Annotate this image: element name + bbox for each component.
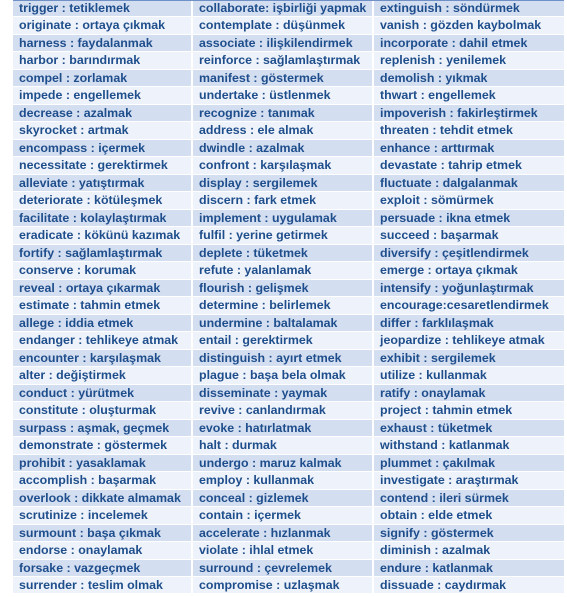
table-row xyxy=(13,507,564,524)
vocab-entry: alter : değiştirmek xyxy=(13,367,193,383)
vocab-entry: employ : kullanmak xyxy=(193,472,374,488)
vocab-entry: enhance : arttırmak xyxy=(380,140,495,155)
vocab-entry: dwindle : azalmak xyxy=(193,140,374,156)
table-row xyxy=(13,17,564,34)
vocab-entry: deplete : tüketmek xyxy=(193,245,374,261)
vocab-entry: intensify : yoğunlaştırmak xyxy=(380,280,534,295)
vocab-entry: contend : ileri sürmek xyxy=(380,490,509,505)
vocab-entry: manifest : göstermek xyxy=(193,70,374,86)
vocab-entry: diversify : çeşitlendirmek xyxy=(380,245,529,260)
vocab-entry: associate : ilişkilendirmek xyxy=(193,35,374,51)
vocab-entry: endorse : onaylamak xyxy=(13,542,193,558)
vocab-entry: diminish : azalmak xyxy=(380,543,491,558)
table-row xyxy=(13,437,564,454)
table-row xyxy=(13,542,564,559)
vocab-entry: fulfil : yerine getirmek xyxy=(193,227,374,243)
table-row xyxy=(13,350,564,367)
vocab-entry: exhibit : sergilemek xyxy=(380,350,496,365)
table-body xyxy=(13,0,564,594)
vocab-entry: refute : yalanlamak xyxy=(193,262,374,278)
vocab-entry: scrutinize : incelemek xyxy=(13,507,193,523)
vocab-entry: collaborate: işbirliği yapmak xyxy=(193,0,374,16)
vocab-entry: obtain : elde etmek xyxy=(380,508,493,523)
vocab-entry: endure : katlanmak xyxy=(380,560,493,575)
vocab-entry: implement : uygulamak xyxy=(193,210,374,226)
table-row xyxy=(13,245,564,262)
vocab-entry: estimate : tahmin etmek xyxy=(13,297,193,313)
table-row xyxy=(13,472,564,489)
vocab-entry: contemplate : düşünmek xyxy=(193,17,374,33)
table-row xyxy=(13,105,564,122)
vocab-entry: ratify : onaylamak xyxy=(380,385,486,400)
vocab-entry: overlook : dikkate almamak xyxy=(13,490,193,506)
vocab-entry: determine : belirlemek xyxy=(193,297,374,313)
table-row xyxy=(13,315,564,332)
vocab-entry: encourage:cesaretlendirmek xyxy=(380,298,549,313)
vocab-entry: harness : faydalanmak xyxy=(13,35,193,51)
vocab-entry: disseminate : yaymak xyxy=(193,385,374,401)
vocab-entry: accomplish : başarmak xyxy=(13,472,193,488)
table-row xyxy=(13,332,564,349)
vocab-entry: alleviate : yatıştırmak xyxy=(13,175,193,191)
vocab-entry: necessitate : gerektirmek xyxy=(13,157,193,173)
vocab-entry: dissuade : caydırmak xyxy=(380,577,507,592)
vocab-entry: plague : başa bela olmak xyxy=(193,367,374,383)
vocab-entry: display : sergilemek xyxy=(193,175,374,191)
table-row xyxy=(13,525,564,542)
vocab-entry: fortify : sağlamlaştırmak xyxy=(13,245,193,261)
vocab-entry: flourish : gelişmek xyxy=(193,280,374,296)
vocab-entry: discern : fark etmek xyxy=(193,192,374,208)
table-row xyxy=(13,122,564,139)
vocab-entry: fluctuate : dalgalanmak xyxy=(380,175,518,190)
vocab-entry: distinguish : ayırt etmek xyxy=(193,350,374,366)
vocab-entry: conduct : yürütmek xyxy=(13,385,193,401)
vocab-entry: investigate : araştırmak xyxy=(380,473,519,488)
table-row xyxy=(13,455,564,472)
vocab-entry: originate : ortaya çıkmak xyxy=(13,17,193,33)
vocab-entry: compel : zorlamak xyxy=(13,70,193,86)
table-row xyxy=(13,367,564,384)
table-row xyxy=(13,402,564,419)
vocab-entry: persuade : ikna etmek xyxy=(380,210,511,225)
vocab-entry: surround : çevrelemek xyxy=(193,560,374,576)
vocab-entry: demolish : yıkmak xyxy=(380,70,488,85)
vocab-entry: surmount : başa çıkmak xyxy=(13,525,193,541)
vocab-entry: emerge : ortaya çıkmak xyxy=(380,263,518,278)
vocab-entry: prohibit : yasaklamak xyxy=(13,455,193,471)
table-row xyxy=(13,420,564,437)
vocab-entry: halt : durmak xyxy=(193,437,374,453)
vocab-entry: encompass : içermek xyxy=(13,140,193,156)
vocab-entry: signify : göstermek xyxy=(380,525,494,540)
table-row xyxy=(13,560,564,577)
vocab-entry: eradicate : kökünü kazımak xyxy=(13,227,193,243)
vocab-entry: constitute : oluşturmak xyxy=(13,402,193,418)
vocab-entry: impoverish : fakirleştirmek xyxy=(380,105,538,120)
table-row xyxy=(13,280,564,297)
vocab-entry: undermine : baltalamak xyxy=(193,315,374,331)
vocab-entry: surrender : teslim olmak xyxy=(13,577,193,593)
vocab-entry: undergo : maruz kalmak xyxy=(193,455,374,471)
vocab-entry: impede : engellemek xyxy=(13,87,193,103)
vocabulary-table xyxy=(13,0,564,597)
table-top-border xyxy=(13,0,564,1)
table-row xyxy=(13,262,564,279)
vocab-entry: reveal : ortaya çıkarmak xyxy=(13,280,193,296)
table-row xyxy=(13,87,564,104)
table-row xyxy=(13,577,564,594)
vocab-entry: extinguish : söndürmek xyxy=(380,1,520,15)
vocab-entry: utilize : kullanmak xyxy=(380,368,487,383)
vocab-entry: plummet : çakılmak xyxy=(380,455,496,470)
vocab-entry: reinforce : sağlamlaştırmak xyxy=(193,52,374,68)
vocab-entry: withstand : katlanmak xyxy=(380,438,510,453)
vocab-entry: harbor : barındırmak xyxy=(13,52,193,68)
table-row xyxy=(13,140,564,157)
vocab-entry: revive : canlandırmak xyxy=(193,402,374,418)
vocab-entry: violate : ihlal etmek xyxy=(193,542,374,558)
vocab-entry: entail : gerektirmek xyxy=(193,332,374,348)
table-row xyxy=(13,227,564,244)
table-row xyxy=(13,157,564,174)
table-row xyxy=(13,52,564,69)
table-row xyxy=(13,70,564,87)
vocab-entry: differ : farklılaşmak xyxy=(380,315,494,330)
table-row xyxy=(13,192,564,209)
vocab-entry: succeed : başarmak xyxy=(380,228,499,243)
table-row xyxy=(13,0,564,17)
vocab-entry: conserve : korumak xyxy=(13,262,193,278)
vocab-entry: threaten : tehdit etmek xyxy=(380,123,513,138)
vocab-entry: trigger : tetiklemek xyxy=(13,0,193,16)
vocab-entry: decrease : azalmak xyxy=(13,105,193,121)
vocab-entry: undertake : üstlenmek xyxy=(193,87,374,103)
vocab-entry: thwart : engellemek xyxy=(380,88,496,103)
vocab-entry: recognize : tanımak xyxy=(193,105,374,121)
vocab-entry: allege : iddia etmek xyxy=(13,315,193,331)
vocab-entry: facilitate : kolaylaştırmak xyxy=(13,210,193,226)
table-row xyxy=(13,385,564,402)
vocab-entry: exploit : sömürmek xyxy=(380,193,494,208)
vocab-entry: exhaust : tüketmek xyxy=(380,420,493,435)
vocab-entry: replenish : yenilemek xyxy=(380,53,507,68)
vocab-entry: accelerate : hızlanmak xyxy=(193,525,374,541)
vocab-entry: compromise : uzlaşmak xyxy=(193,577,374,593)
vocab-entry: skyrocket : artmak xyxy=(13,122,193,138)
vocab-entry: encounter : karşılaşmak xyxy=(13,350,193,366)
vocab-entry: forsake : vazgeçmek xyxy=(13,560,193,576)
vocab-entry: address : ele almak xyxy=(193,122,374,138)
vocab-entry: jeopardize : tehlikeye atmak xyxy=(380,333,545,348)
table-row xyxy=(13,175,564,192)
vocab-entry: conceal : gizlemek xyxy=(193,490,374,506)
vocab-entry: incorporate : dahil etmek xyxy=(380,35,528,50)
vocab-entry: devastate : tahrip etmek xyxy=(380,158,522,173)
vocab-entry: confront : karşılaşmak xyxy=(193,157,374,173)
vocab-entry: project : tahmin etmek xyxy=(380,403,513,418)
table-row xyxy=(13,297,564,314)
table-row xyxy=(13,490,564,507)
vocab-entry: contain : içermek xyxy=(193,507,374,523)
table-row xyxy=(13,35,564,52)
vocab-entry: demonstrate : göstermek xyxy=(13,437,193,453)
vocab-entry: endanger : tehlikeye atmak xyxy=(13,332,193,348)
vocab-entry: vanish : gözden kaybolmak xyxy=(380,18,542,33)
vocab-entry: surpass : aşmak, geçmek xyxy=(13,420,193,436)
vocab-entry: evoke : hatırlatmak xyxy=(193,420,374,436)
table-row xyxy=(13,210,564,227)
vocab-entry: deteriorate : kötüleşmek xyxy=(13,192,193,208)
